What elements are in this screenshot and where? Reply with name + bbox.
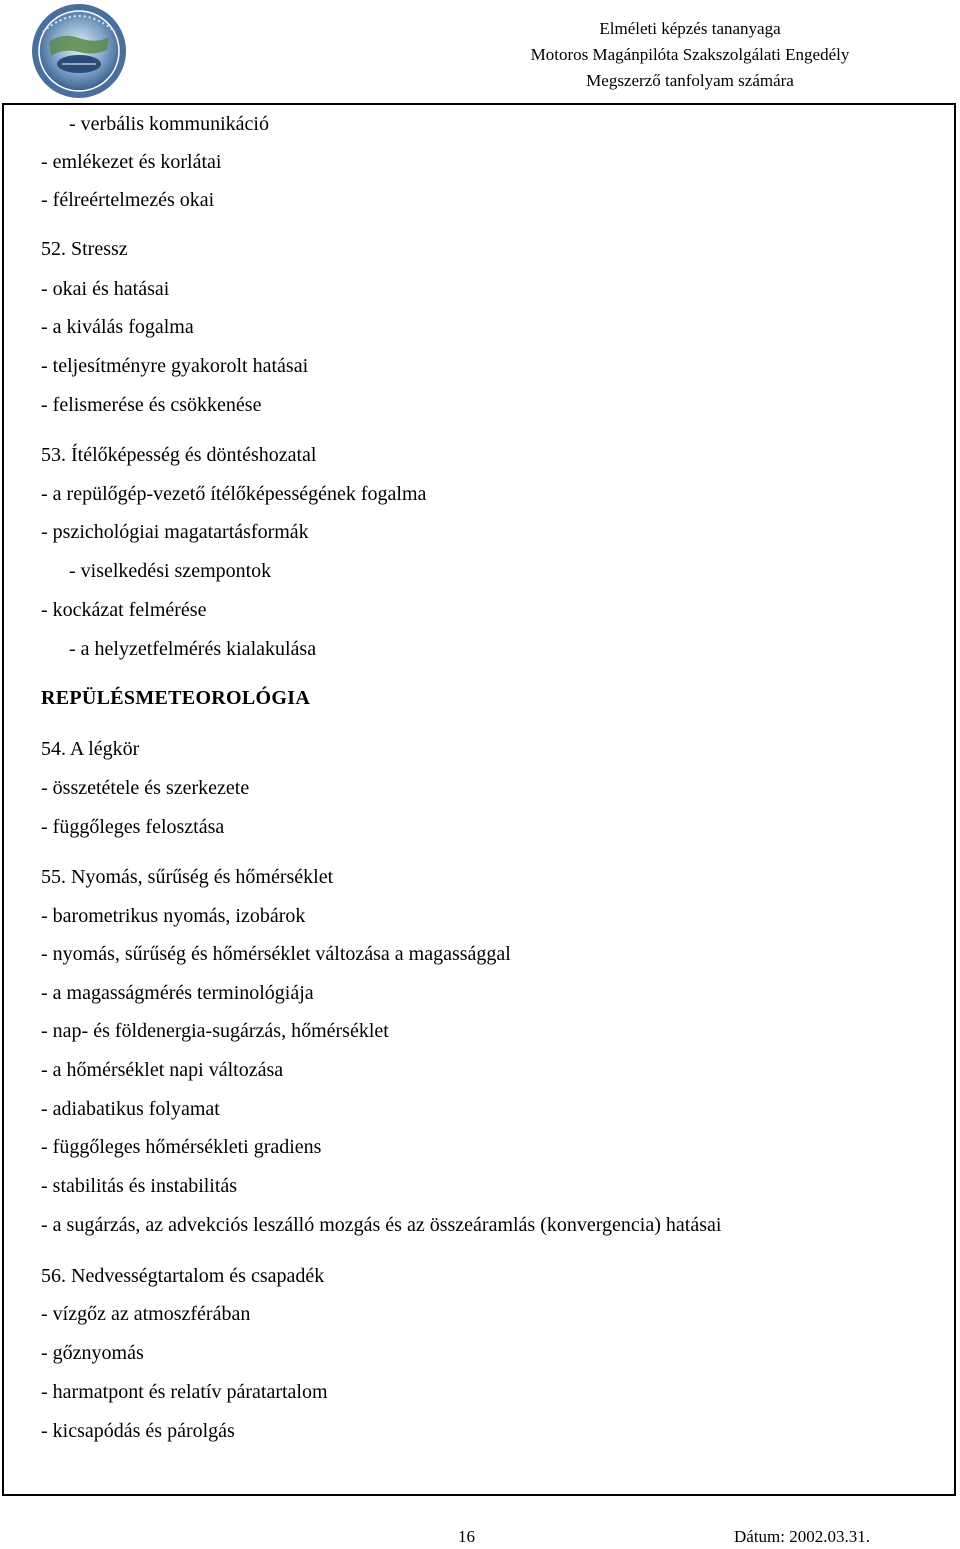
document-date: Dátum: 2002.03.31. — [734, 1527, 870, 1546]
list-item: - kockázat felmérése — [41, 599, 207, 621]
list-item: - függőleges felosztása — [41, 816, 225, 838]
header-title: Elméleti képzés tananyaga — [599, 19, 781, 38]
list-item: - vízgőz az atmoszférában — [41, 1303, 251, 1325]
list-item: - félreértelmezés okai — [41, 189, 215, 211]
list-item: - harmatpont és relatív páratartalom — [41, 1381, 328, 1403]
list-item: - pszichológiai magatartásformák — [41, 521, 309, 543]
list-item: - kicsapódás és párolgás — [41, 1420, 235, 1442]
list-item: - emlékezet és korlátai — [41, 151, 222, 173]
section-title: 53. Ítélőképesség és döntéshozatal — [41, 444, 317, 466]
list-item: - felismerése és csökkenése — [41, 394, 262, 416]
chapter-heading: REPÜLÉSMETEOROLÓGIA — [41, 687, 311, 709]
list-item: - összetétele és szerkezete — [41, 777, 250, 799]
page-number: 16 — [458, 1527, 475, 1546]
list-item: - nap- és földenergia-sugárzás, hőmérséklet — [41, 1020, 389, 1042]
list-item: - viselkedési szempontok — [69, 560, 272, 582]
list-item: - okai és hatásai — [41, 278, 170, 300]
list-item: - a magasságmérés terminológiája — [41, 982, 314, 1004]
list-item: - függőleges hőmérsékleti gradiens — [41, 1136, 322, 1158]
section-title: 54. A légkör — [41, 738, 140, 760]
section-title: 56. Nedvességtartalom és csapadék — [41, 1265, 325, 1287]
list-item: - barometrikus nyomás, izobárok — [41, 905, 306, 927]
logo-emblem-icon — [27, 2, 131, 100]
section-title: 52. Stressz — [41, 238, 128, 260]
list-item: - teljesítményre gyakorolt hatásai — [41, 355, 309, 377]
header-subtitle-2: Megszerző tanfolyam számára — [586, 71, 794, 90]
list-item: - a sugárzás, az advekciós leszálló mozgás és az összeáramlás (konvergencia) hatásai — [41, 1214, 722, 1236]
list-item: - a kiválás fogalma — [41, 316, 194, 338]
list-item: - verbális kommunikáció — [69, 113, 269, 135]
list-item: - a repülőgép-vezető ítélőképességének fogalma — [41, 483, 427, 505]
section-title: 55. Nyomás, sűrűség és hőmérséklet — [41, 866, 334, 888]
document-header — [490, 16, 890, 94]
list-item: - nyomás, sűrűség és hőmérséklet változása a magassággal — [41, 943, 511, 965]
list-item: - gőznyomás — [41, 1342, 144, 1364]
list-item: - stabilitás és instabilitás — [41, 1175, 238, 1197]
school-logo — [27, 2, 131, 100]
list-item: - adiabatikus folyamat — [41, 1098, 220, 1120]
list-item: - a helyzetfelmérés kialakulása — [69, 638, 317, 660]
header-subtitle: Motoros Magánpilóta Szakszolgálati Engedély — [530, 45, 850, 64]
list-item: - a hőmérséklet napi változása — [41, 1059, 284, 1081]
